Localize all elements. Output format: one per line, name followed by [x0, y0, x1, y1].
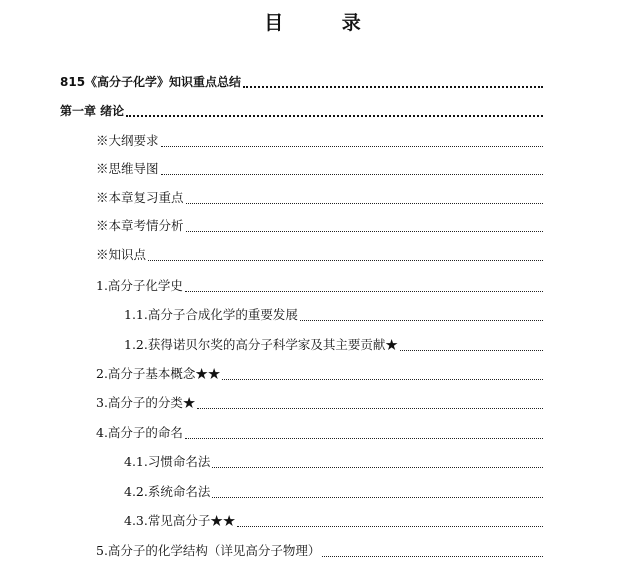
toc-entry-label: 815《高分子化学》知识重点总结 [60, 75, 242, 89]
toc-entry-review-points[interactable] [96, 188, 543, 208]
dot-leader [186, 231, 543, 232]
dot-leader [322, 556, 543, 557]
dot-leader [186, 203, 543, 204]
toc-entry-label: 2.高分子基本概念★★ [96, 366, 221, 381]
toc-entry-section-3[interactable] [96, 393, 543, 413]
toc-entry-label: 1.2.获得诺贝尔奖的高分子科学家及其主要贡献★ [124, 337, 398, 352]
toc-entry-label: ※思维导图 [96, 161, 159, 176]
toc-entry-label: 5.高分子的化学结构（详见高分子物理） [96, 543, 321, 558]
toc-entry-label: 第一章 绪论 [60, 104, 125, 118]
toc-entry-section-1-1[interactable] [124, 305, 543, 325]
dot-leader [161, 174, 543, 175]
toc-entry-section-4-3[interactable] [124, 511, 543, 531]
toc-entry-label: 1.高分子化学史 [96, 278, 183, 293]
toc-entry-section-4-2[interactable] [124, 482, 543, 502]
dot-leader [148, 260, 543, 261]
toc-entry-label: ※本章考情分析 [96, 218, 184, 233]
toc-entry-label: 3.高分子的分类★ [96, 395, 196, 410]
toc-entry-outline-requirements[interactable] [96, 131, 543, 151]
toc-entry-label: 1.1.高分子合成化学的重要发展 [124, 307, 298, 322]
toc-entry-section-5[interactable] [96, 541, 543, 561]
toc-entry-label: ※本章复习重点 [96, 190, 184, 205]
dot-leader [185, 291, 543, 292]
toc-entry-label: 4.1.习惯命名法 [124, 454, 211, 469]
toc-entry-knowledge-points[interactable] [96, 245, 543, 265]
dot-leader [212, 467, 543, 468]
toc-entry-section-4-1[interactable] [124, 452, 543, 472]
dot-leader [243, 86, 543, 88]
toc-entry-label: 4.高分子的命名 [96, 425, 183, 440]
toc-entry-exam-analysis[interactable] [96, 216, 543, 236]
toc-entry-label: ※知识点 [96, 247, 147, 262]
dot-leader [185, 438, 543, 439]
toc-entry-label: 4.2.系统命名法 [124, 484, 211, 499]
page-title: 目 录 [264, 12, 387, 34]
dot-leader [222, 379, 543, 380]
dot-leader [212, 497, 543, 498]
toc-entry-label: 4.3.常见高分子★★ [124, 513, 236, 528]
toc-entry-section-4[interactable] [96, 423, 543, 443]
dot-leader [237, 526, 543, 527]
toc-entry-section-2[interactable] [96, 364, 543, 384]
dot-leader [126, 115, 543, 117]
dot-leader [197, 408, 543, 409]
toc-entry-mind-map[interactable] [96, 159, 543, 179]
toc-entry-label: ※大纲要求 [96, 133, 159, 148]
dot-leader [400, 350, 543, 351]
toc-entry-chapter-1[interactable] [60, 101, 543, 121]
toc-entry-book[interactable] [60, 72, 543, 92]
toc-entry-section-1-2[interactable] [124, 335, 543, 355]
dot-leader [300, 320, 543, 321]
dot-leader [161, 146, 543, 147]
toc-entry-section-1[interactable] [96, 276, 543, 296]
